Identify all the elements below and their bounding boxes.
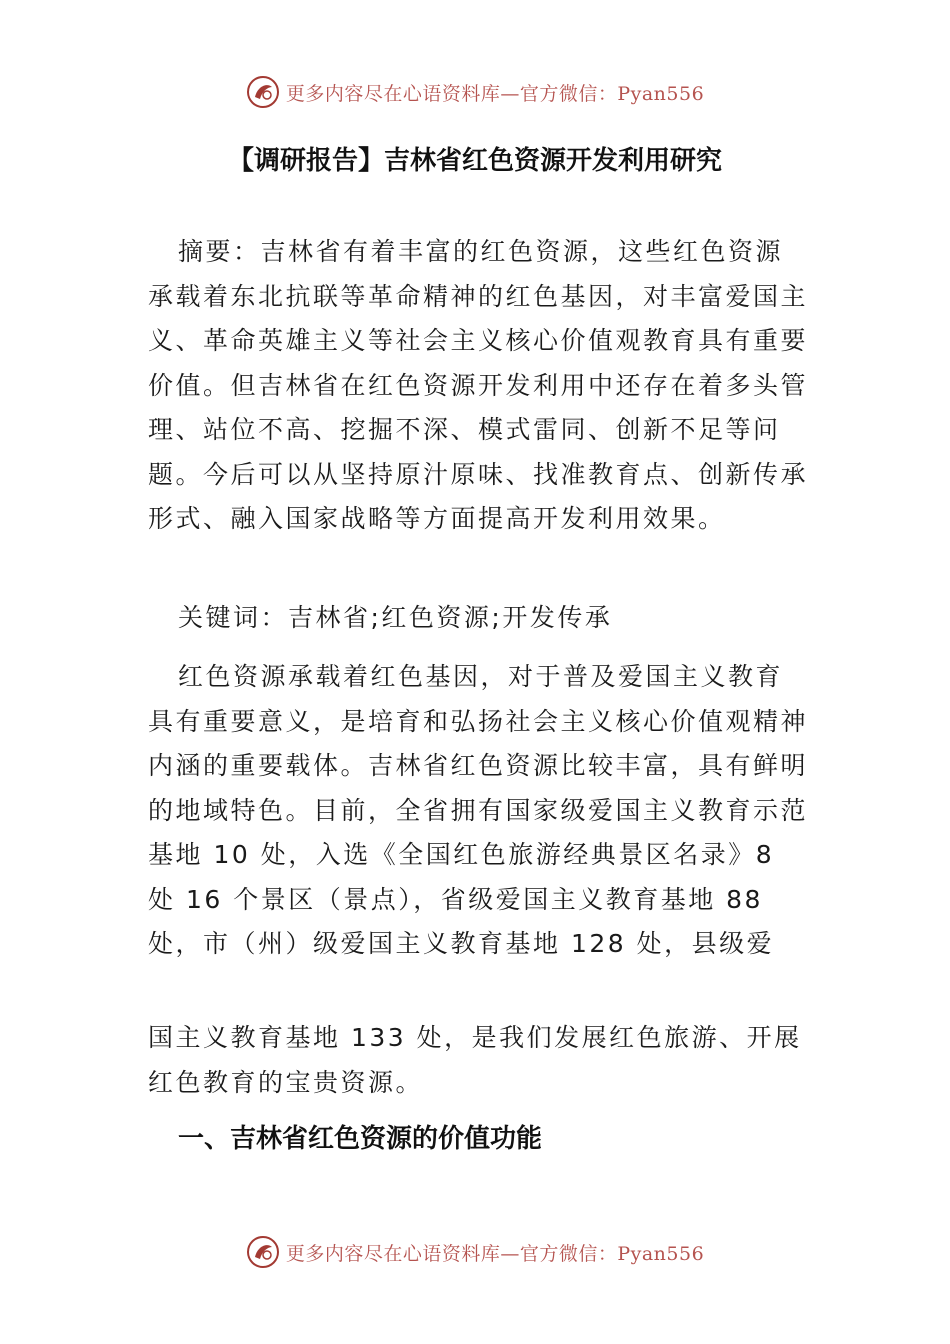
keywords-line: 关键词：吉林省;红色资源;开发传承 bbox=[178, 603, 613, 632]
body-paragraph-continued: 国主义教育基地 133 处，是我们发展红色旅游、开展红色教育的宝贵资源。 bbox=[148, 1023, 802, 1097]
body-paragraph: 红色资源承载着红色基因，对于普及爱国主义教育具有重要意义，是培育和弘扬社会主义核心价值观精神内涵的重要载体。吉林省红色资源比较丰富，具有鲜明的地域特色。目前，全省拥有国家级爱国主义教育示范基地 10 处，入选《全国红色旅游经典景区名录》8 处 16 个景区（景点），省级爱国主义教育基地 88 处，市（州）级爱国主义教育基地 128 处，县级爱 bbox=[148, 662, 809, 958]
abstract-paragraph: 摘要：吉林省有着丰富的红色资源，这些红色资源承载着东北抗联等革命精神的红色基因，对丰富爱国主义、革命英雄主义等社会主义核心价值观教育具有重要价值。但吉林省在红色资源开发利用中还存在着多头管理、站位不高、挖掘不深、模式雷同、创新不足等问题。今后可以从坚持原汁原味、找准教育点、创新传承形式、融入国家战略等方面提高开发利用效果。 bbox=[148, 237, 809, 533]
document-title: 【调研报告】吉林省红色资源开发利用研究 bbox=[227, 146, 722, 176]
banner-text: 更多内容尽在心语资料库—官方微信：Pyan556 bbox=[285, 82, 705, 105]
library-logo-icon bbox=[246, 75, 280, 109]
section-heading: 一、吉林省红色资源的价值功能 bbox=[178, 1124, 543, 1154]
library-logo-icon bbox=[246, 1235, 280, 1269]
footer-banner bbox=[0, 1230, 950, 1274]
header-banner bbox=[0, 70, 950, 114]
banner-text: 更多内容尽在心语资料库—官方微信：Pyan556 bbox=[285, 1242, 705, 1265]
